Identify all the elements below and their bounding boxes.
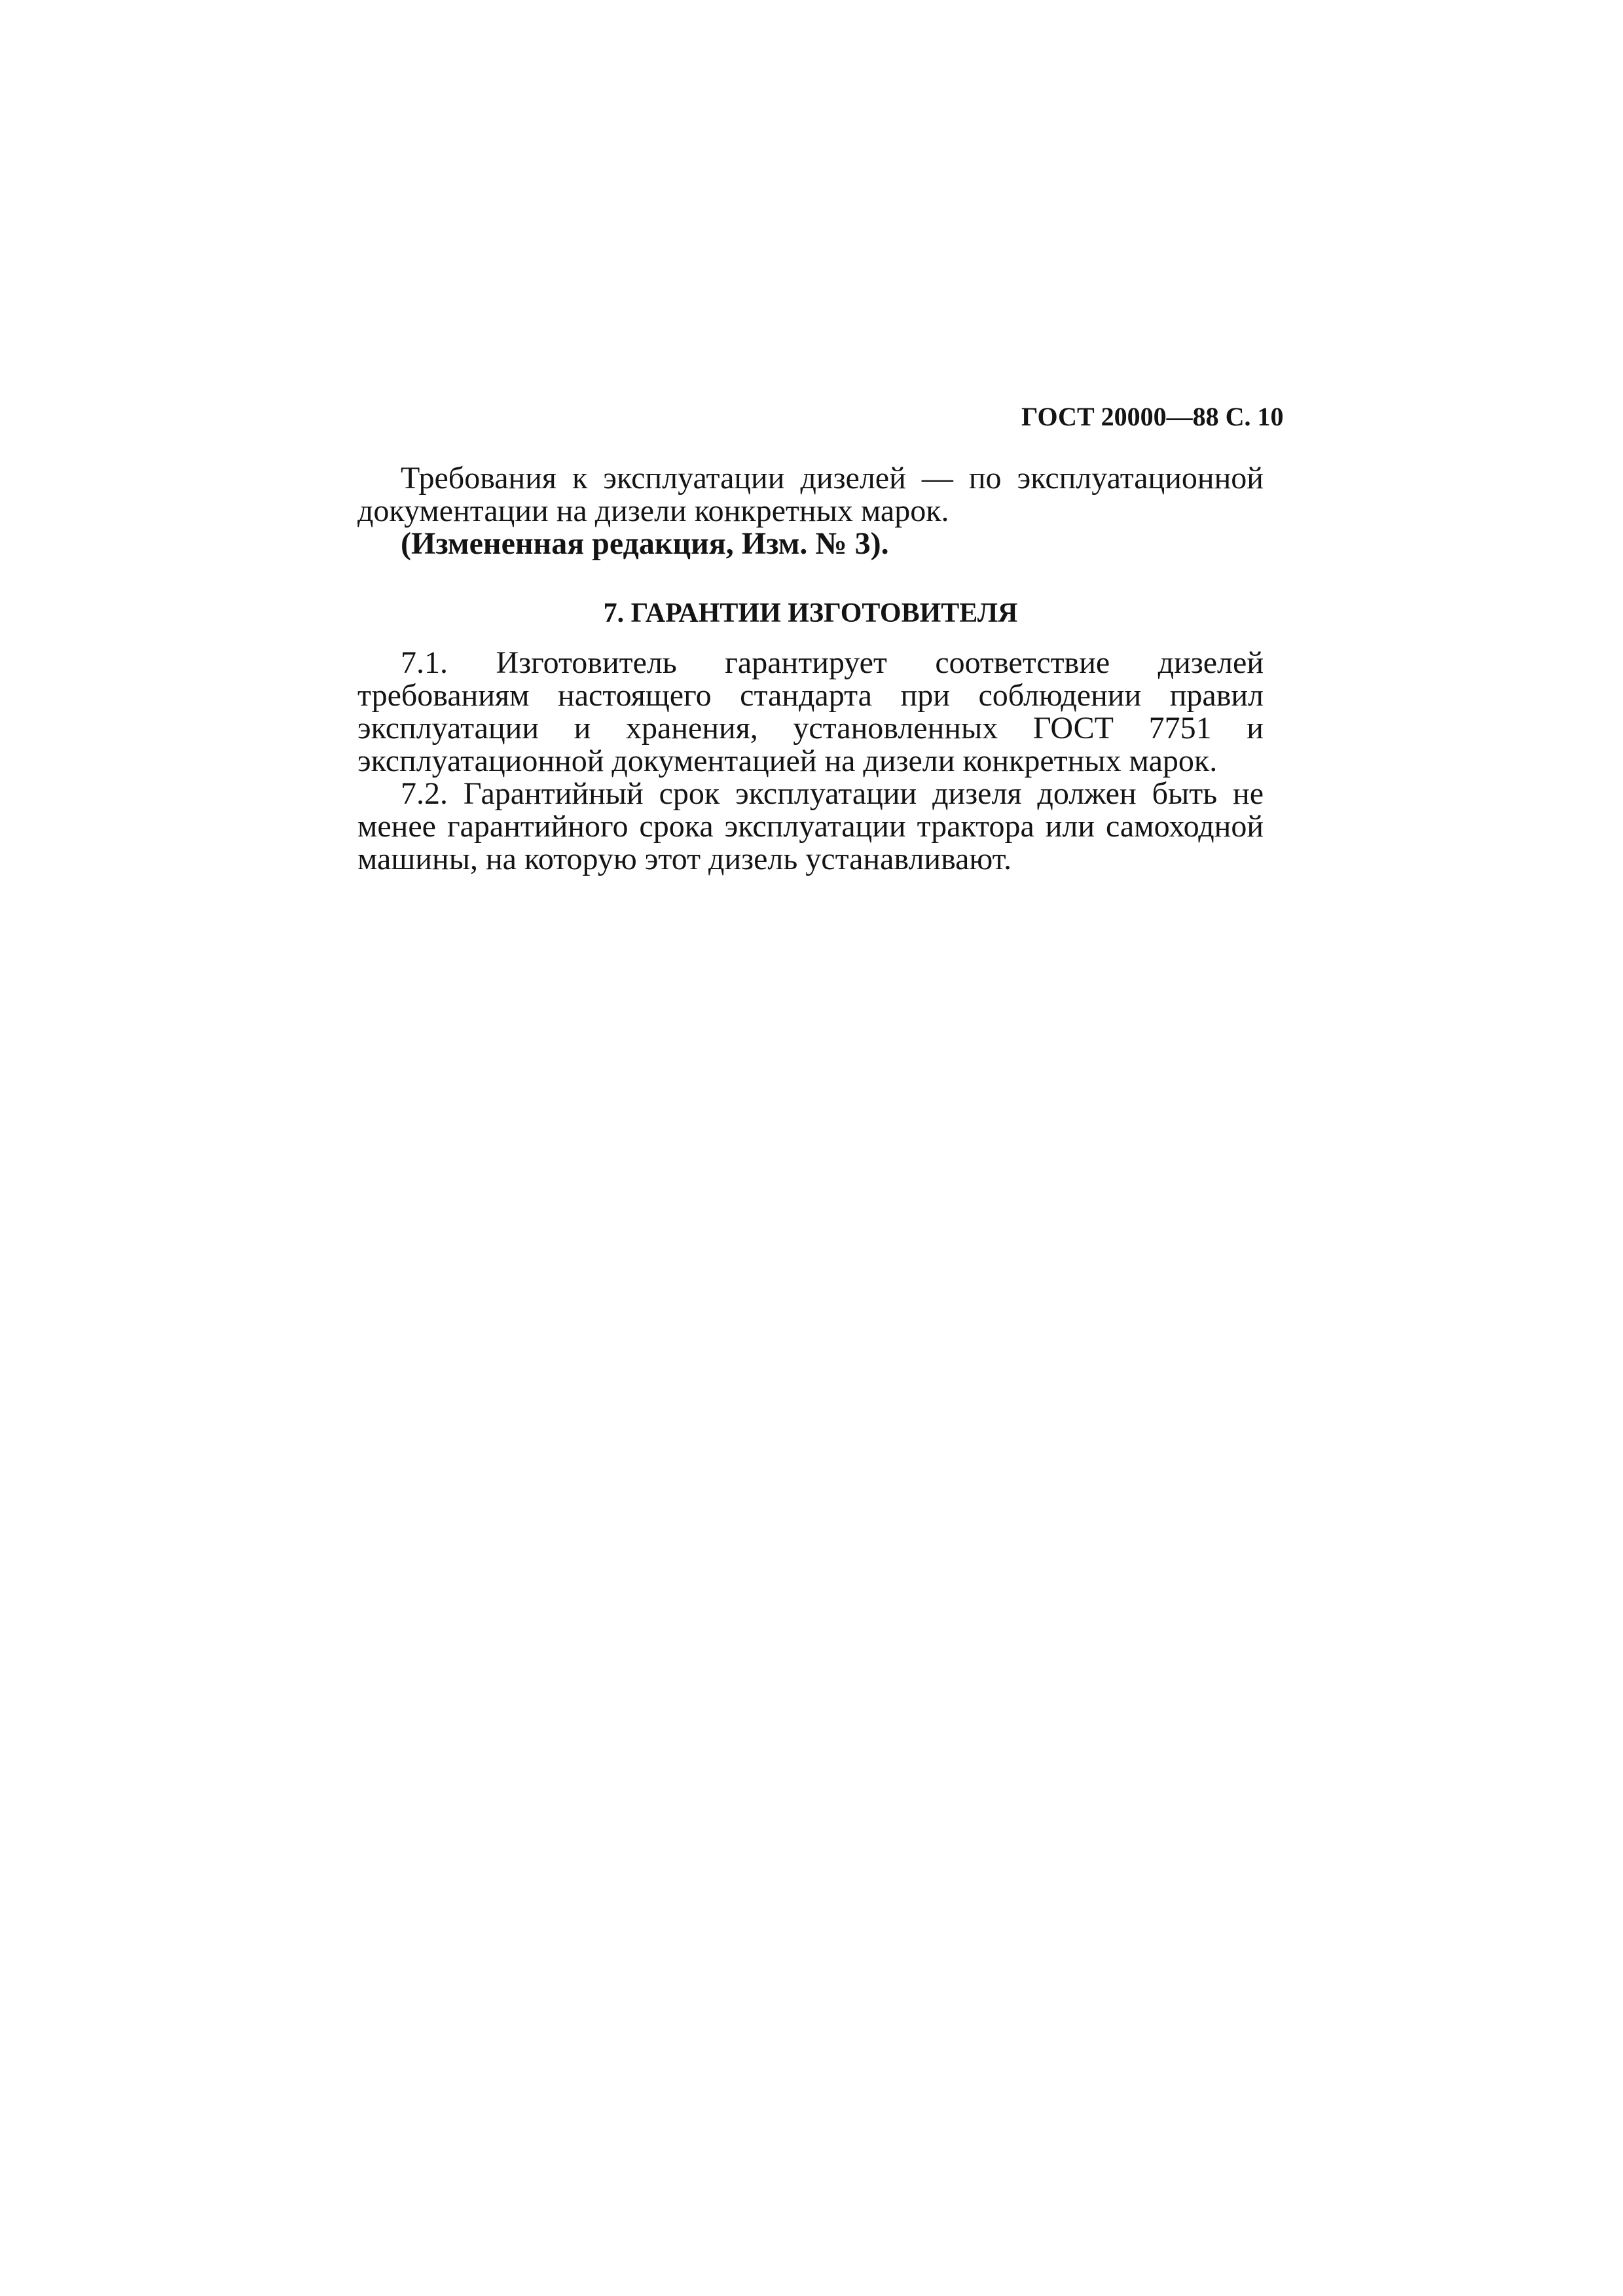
section-title: 7. ГАРАНТИИ ИЗГОТОВИТЕЛЯ	[603, 598, 1018, 628]
document-body	[357, 462, 1264, 876]
page-header-doc-ref: ГОСТ 20000—88 С. 10	[1021, 402, 1284, 431]
amendment-note: (Измененная редакция, Изм. № 3).	[401, 526, 889, 561]
clause-7-2: 7.2. Гарантийный срок эксплуатации дизеля должен быть не менее гарантийного срока эксплуатации трактора или самоходной машины, на которую этот дизель устанавливают.	[357, 776, 1264, 876]
clause-7-1: 7.1. Изготовитель гарантирует соответствие дизелей требованиям настоящего стандарта при соблюдении правил эксплуатации и хранения, установленных ГОСТ 7751 и эксплуатационной документацией на дизели конкретных марок.	[357, 645, 1264, 778]
intro-paragraph: Требования к эксплуатации дизелей — по эксплуатационной документации на дизели конкретных марок.	[357, 461, 1264, 528]
